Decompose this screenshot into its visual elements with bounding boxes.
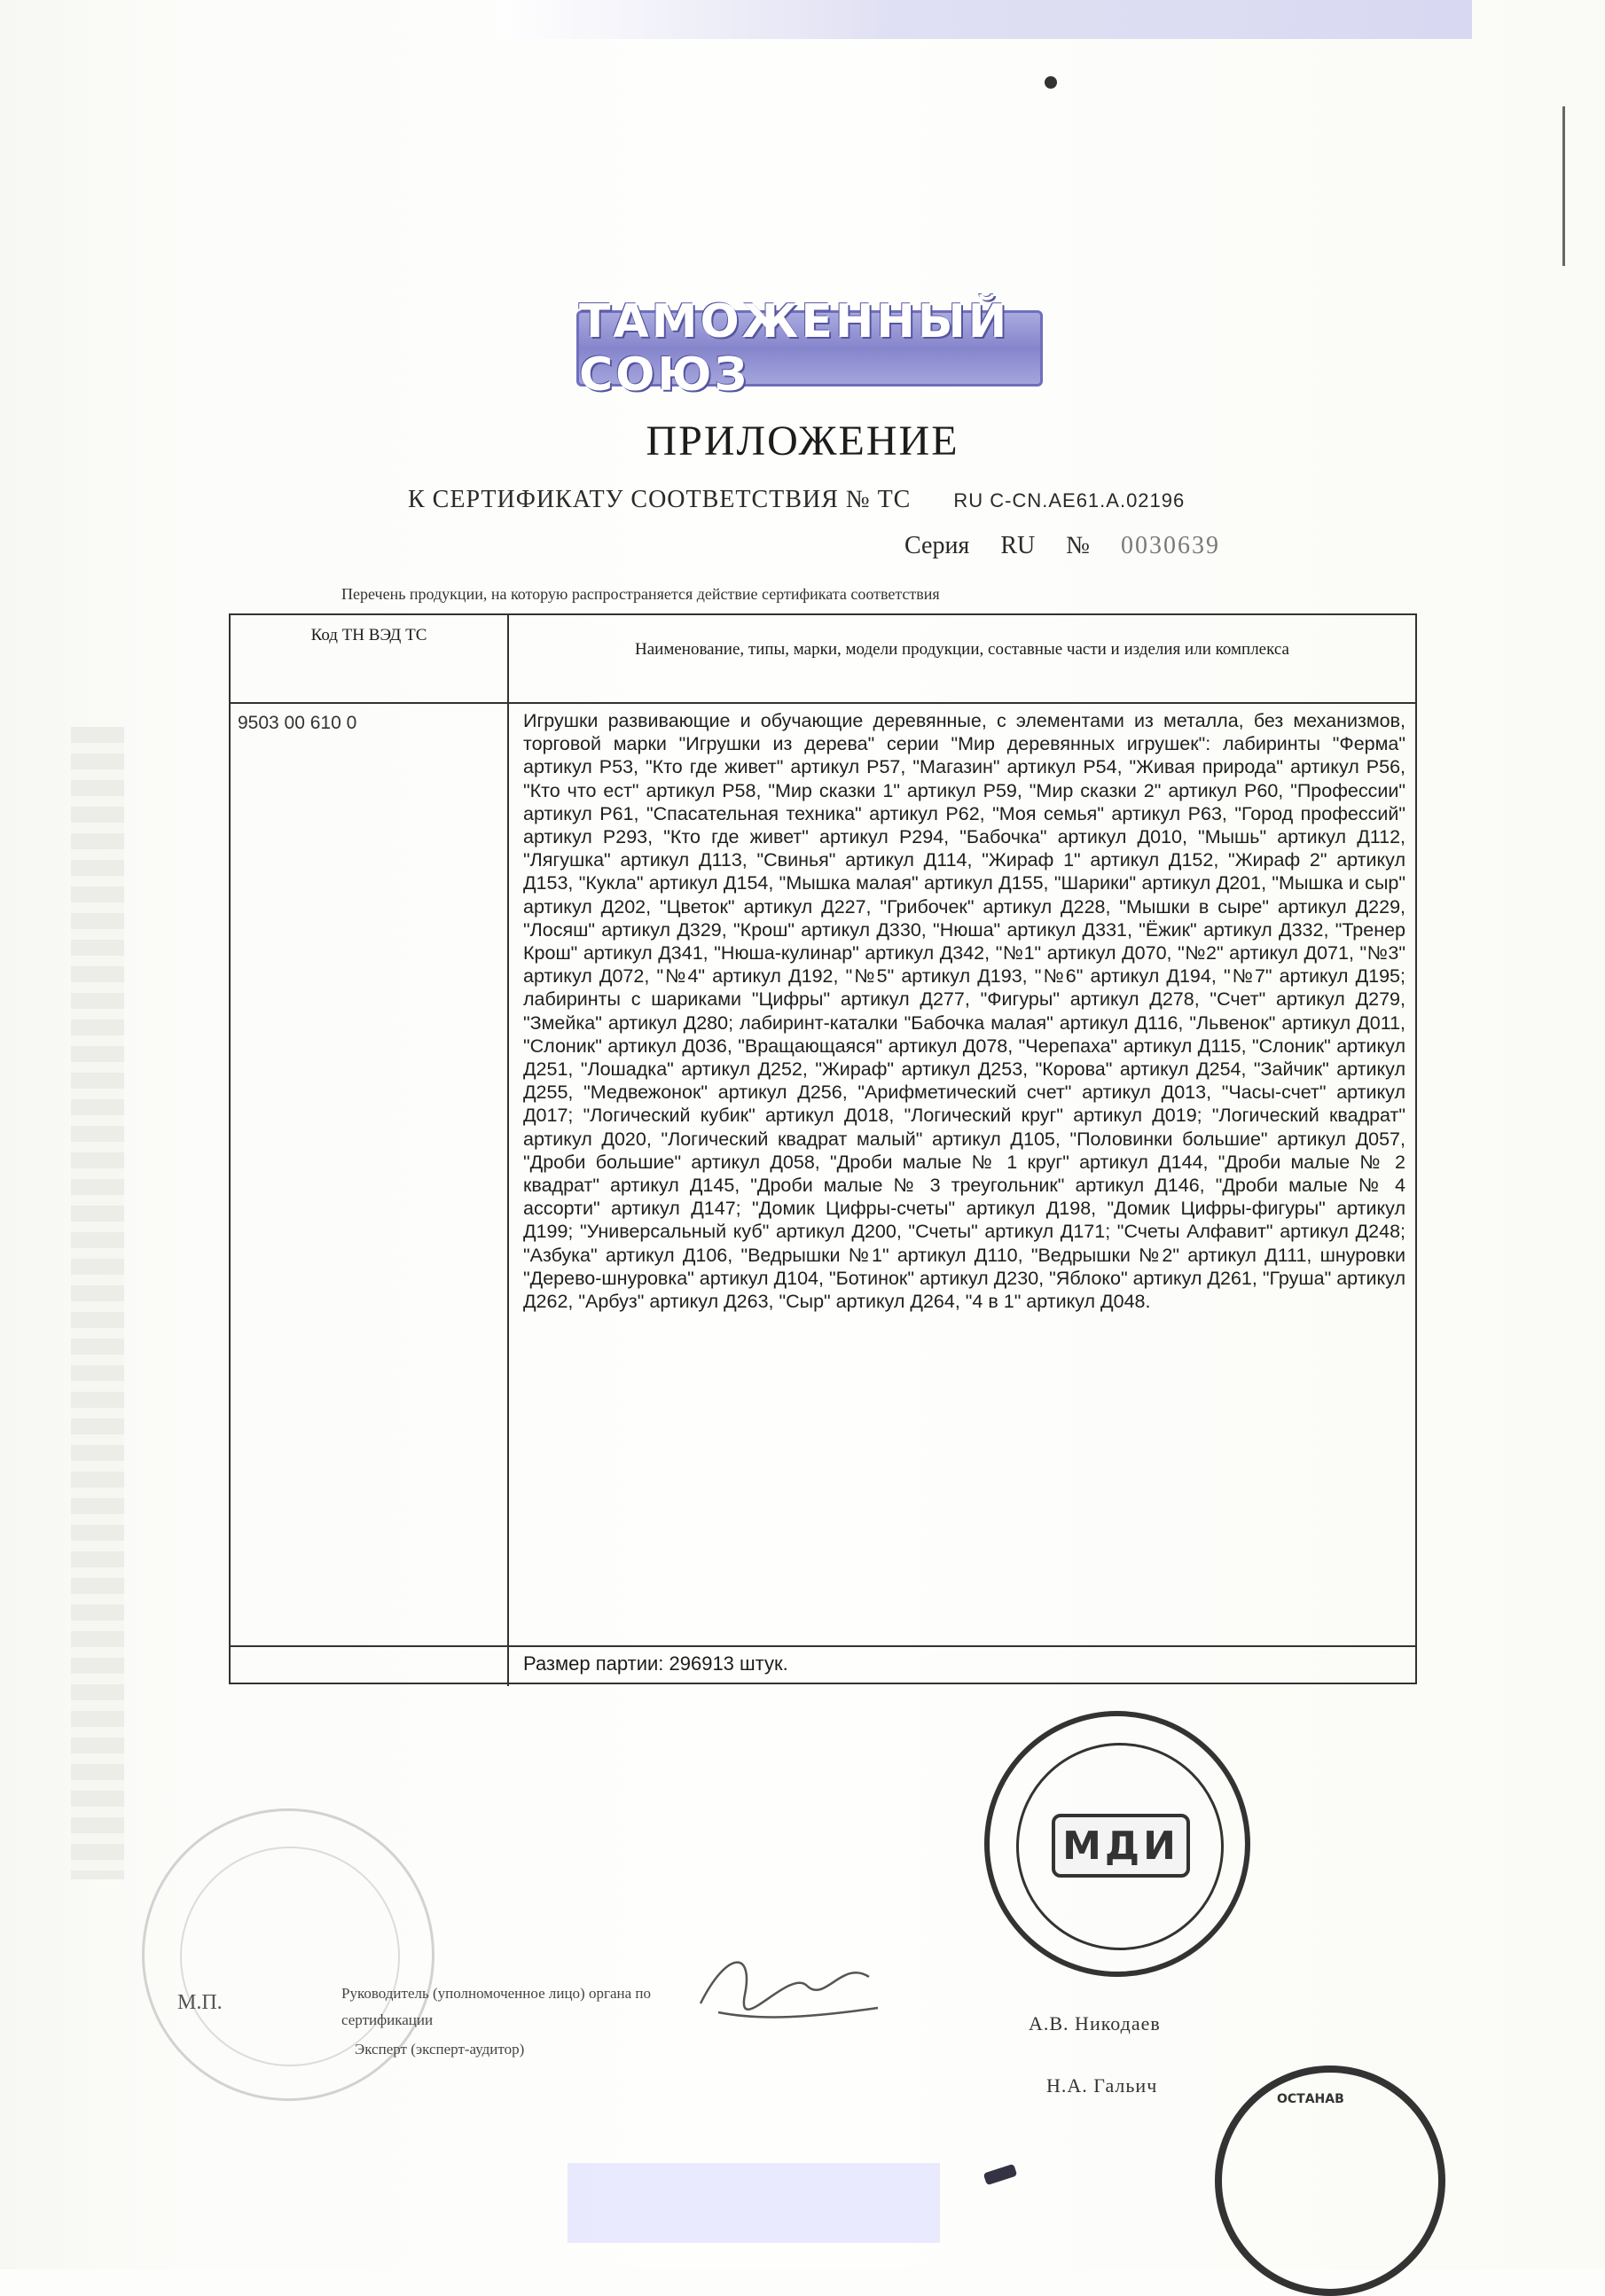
head-role-label: Руководитель (уполномоченное лицо) органа по сертификации (341, 1985, 651, 2028)
scan-artifact-bottom (568, 2163, 940, 2243)
head-name: А.В. Никодаев (1029, 2012, 1161, 2034)
table-column-divider (507, 615, 509, 1686)
certificate-number: RU C-CN.AE61.A.02196 (953, 489, 1186, 512)
table-footer-divider (231, 1645, 1415, 1647)
column-header-name: Наименование, типы, марки, модели продукции, составные части и изделия или комплекса (635, 640, 1289, 659)
intro-text: Перечень продукции, на которую распространяется действие сертификата соответствия (341, 585, 940, 603)
document-title: ПРИЛОЖЕНИЕ (646, 418, 959, 465)
handwritten-signature (692, 1933, 887, 2030)
certificate-prefix: К СЕРТИФИКАТУ СООТВЕТСТВИЯ № ТС (408, 486, 912, 513)
scan-edge-line (1562, 106, 1565, 266)
seal-logo: МДИ (1052, 1814, 1190, 1878)
series-code: RU (1000, 532, 1036, 559)
product-table (229, 613, 1417, 1684)
product-code: 9503 00 610 0 (238, 713, 357, 733)
column-header-code: Код ТН ВЭД ТС (310, 626, 427, 644)
ink-blot (1045, 76, 1057, 89)
expert-name: Н.А. Гальич (1046, 2074, 1158, 2097)
seal-place-label: М.П. (177, 1991, 223, 2014)
batch-size: Размер партии: 296913 штук. (523, 1652, 788, 1675)
customs-union-logo: ТАМОЖЕННЫЙ СОЮЗ (576, 310, 1043, 387)
partial-seal-text: ОСТАНАВ (1277, 2092, 1344, 2106)
series-label: Серия (904, 532, 970, 559)
product-description: Игрушки развивающие и обучающие деревянные, с элементами из металла, без механизмов, торговой марки "Игрушки из дерева" серии "Мир деревянных игрушек": лабиринты "Ферма" артикул Р53, "Кто где живет" артикул Р57, "Магазин" артикул Р54, "Живая природа" артикул Р56, "Кто что ест" артикул Р58, "Мир сказки 1" артикул Р59, "Мир сказки 2" артикул Р60, "Профессии" артикул Р61, "Спасательная техника" артикул Р62, "Моя семья" артикул Р63, "Город профессий" артикул Р293, "Кто где живет" артикул Р294, "Бабочка" артикул Д010, "Мышь" артикул Д112, "Лягушка" артикул Д113, "Свинья" артикул Д114, "Жираф 1" артикул Д152, "Жираф 2" артикул Д153, "Кукла" артикул Д154, "Мышка малая" артикул Д155, "Шарики" артикул Д201, "Мышка и сыр" артикул Д202, "Цветок" артикул Д227, "Грибочек" артикул Д228, "Мышки в сыре" артикул Д229, "Лосяш" артикул Д329, "Крош" артикул Д330, "Нюша" артикул Д331, "Ёжик" артикул Д332, "Тренер Крош" артикул Д341, "Нюша-кулинар" артикул Д342, "№1" артикул Д070, "№2" артикул Д071, "№3" артикул Д072, "№4" артикул Д192, "№5" артикул Д193, "№6" артикул Д194, "№7" артикул Д195; лабиринты с шариками "Цифры" артикул Д277, "Фигуры" артикул Д278, "Счет" артикул Д279, "Змейка" артикул Д280; лабиринт-каталки "Бабочка малая" артикул Д116, "Львенок" артикул Д011, "Слоник" артикул Д036, "Вращающаяся" артикул Д078, "Черепаха" артикул Д115, "Слоник" артикул Д251, "Лошадка" артикул Д252, "Жираф" артикул Д253, "Корова" артикул Д254, "Зайчик" артикул Д255, "Медвежонок" артикул Д256, "Арифметический счет" артикул Д013, "Часы-счет" артикул Д017; "Логический кубик" артикул Д018, "Логический круг" артикул Д019; "Логический квадрат" артикул Д020, "Логический квадрат малый" артикул Д105, "Половинки большие" артикул Д057, "Дроби большие" артикул Д058, "Дроби малые № 1 круг" артикул Д144, "Дроби малые № 2 квадрат" артикул Д145, "Дроби малые № 3 треугольник" артикул Д146, "Дроби малые № 4 ассорти" артикул Д147; "Домик Цифры-счеты" артикул Д198, "Домик Цифры-фигуры" артикул Д199; "Универсальный куб" артикул Д200, "Счеты" артикул Д171; "Счеты Алфавит" артикул Д248; "Азбука" артикул Д106, "Ведрышки №1" артикул Д110, "Ведрышки №2" артикул Д111, шнуровки "Дерево-шнуровка" артикул Д104, "Ботинок" артикул Д230, "Яблоко" артикул Д261, "Груша" артикул Д262, "Арбуз" артикул Д263, "Сыр" артикул Д264, "4 в 1" артикул Д048. (523, 710, 1405, 1313)
expert-role-label: Эксперт (эксперт-аудитор) (355, 2041, 525, 2058)
number-label: № (1066, 532, 1090, 559)
scan-artifact-top (497, 0, 1472, 39)
table-header-divider (231, 702, 1415, 704)
series-line (904, 532, 1245, 560)
side-watermark (71, 727, 124, 1879)
series-number: 0030639 (1120, 532, 1220, 559)
certificate-line (408, 486, 1185, 514)
certification-body-seal (984, 1711, 1250, 1977)
